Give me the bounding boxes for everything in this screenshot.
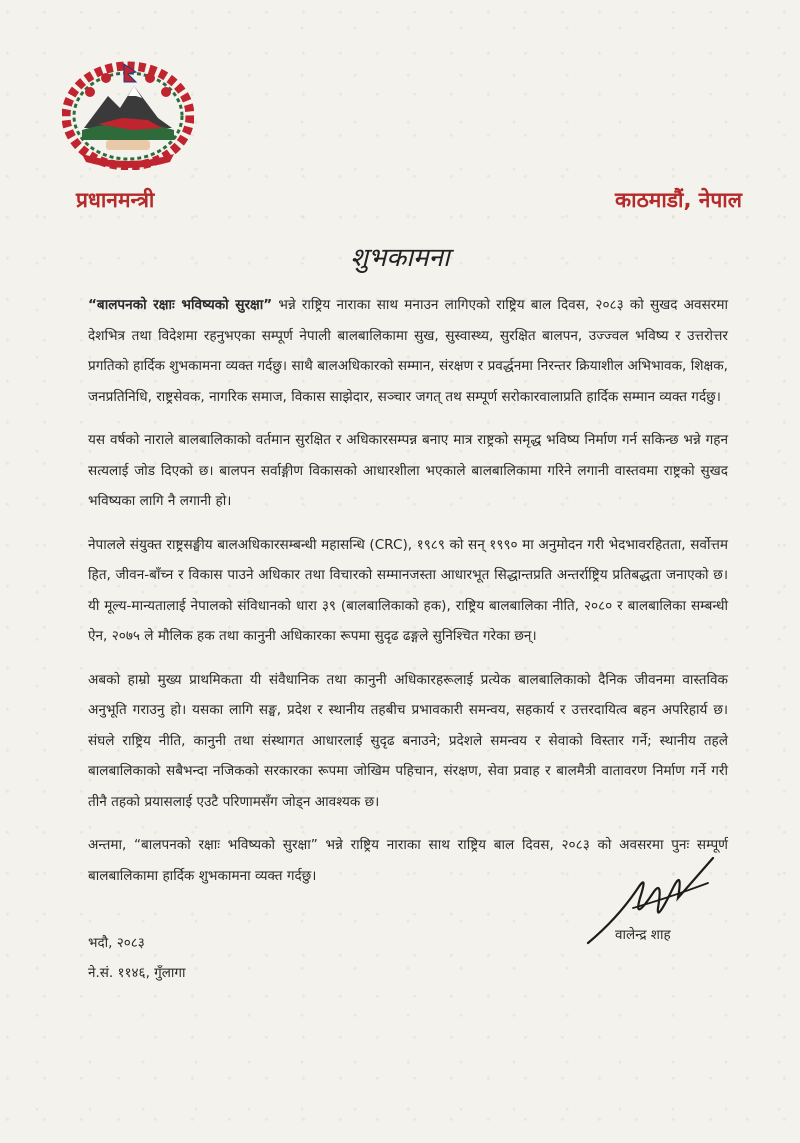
paragraph-text: यस वर्षको नाराले बालबालिकाको वर्तमान सुरक्षित र अधिकारसम्पन्न बनाए मात्र राष्ट्रको समृद्ध भविष्य निर्माण गर्न सकिन्छ भन्ने गहन सत्यलाई जोड दिएको छ। बालपन सर्वाङ्गीण विकासको आधारशीला भएकाले बालबालिकामा गरिने लगानी वास्तवमा राष्ट्रको सुखद भविष्यका लागि नै लगानी हो।	[88, 432, 728, 509]
paragraph-text: भन्ने राष्ट्रिय नाराका साथ मनाउन लागिएको राष्ट्रिय बाल दिवस, २०८३ को सुखद अवसरमा देशभित्र तथा विदेशमा रहनुभएका सम्पूर्ण नेपाली बालबालिकामा सुख, सुस्वास्थ्य, सुरक्षित बालपन, उज्ज्वल भविष्य र उत्तरोत्तर प्रगतिको हार्दिक शुभकामना व्यक्त गर्दछु। साथै बालअधिकारको सम्मान, संरक्षण र प्रवर्द्धनमा निरन्तर क्रियाशील अभिभावक, शिक्षक, जनप्रतिनिधि, राष्ट्रसेवक, नागरिक समाज, विकास साझेदार, सञ्चार जगत् तथ सम्पूर्ण सरोकारवालाप्रति हार्दिक सम्मान व्यक्त गर्दछु।	[88, 297, 728, 405]
date-bs: भदौ, २०८३	[88, 935, 145, 951]
paragraph-text: अन्तमा, “बालपनको रक्षाः भविष्यको सुरक्षा” भन्ने राष्ट्रिय नाराका साथ राष्ट्रिय बाल दिवस, २०८३ को अवसरमा पुनः सम्पूर्ण बालबालिकामा हार्दिक शुभकामना व्यक्त गर्दछु।	[88, 837, 728, 884]
paragraph-4	[88, 665, 728, 818]
paragraph-text: नेपालले संयुक्त राष्ट्रसङ्घीय बालअधिकारसम्बन्धी महासन्धि (CRC), १९८९ को सन् १९९० मा अनुमोदन गरी भेदभावरहितता, सर्वोत्तम हित, जीवन-बाँच्न र विकास पाउने अधिकार तथा विचारको सम्मानजस्ता आधारभूत सिद्धान्तप्रति अन्तर्राष्ट्रिय प्रतिबद्धता जनाएको छ। यी मूल्य-मान्यतालाई नेपालको संविधानको धारा ३९ (बालबालिकाको हक), राष्ट्रिय बालबालिका नीति, २०८० र बालबालिका सम्बन्धी ऐन, २०७५ ले मौलिक हक तथा कानुनी अधिकारका रूपमा सुदृढ ढङ्गले सुनिश्चित गरेका छन्।	[88, 536, 728, 644]
header-office: प्रधानमन्त्री	[76, 188, 155, 212]
letter-title: शुभकामना	[350, 243, 450, 273]
slogan-quote: “बालपनको रक्षाः भविष्यको सुरक्षा”	[88, 297, 273, 313]
letter-body	[88, 290, 728, 904]
signatory-name: वालेन्द्र शाह	[615, 927, 671, 943]
paragraph-2	[88, 425, 728, 517]
header-location: काठमाडौं, नेपाल	[615, 188, 742, 212]
paragraph-text: अबको हाम्रो मुख्य प्राथमिकता यी संवैधानिक तथा कानुनी अधिकारहरूलाई प्रत्येक बालबालिकाको दैनिक जीवनमा वास्तविक अनुभूति गराउनु हो। यसका लागि सङ्घ, प्रदेश र स्थानीय तहबीच प्रभावकारी समन्वय, सहकार्य र उत्तरदायित्व बहन अपरिहार्य छ। संघले राष्ट्रिय नीति, कानुनी तथा संस्थागत आधारलाई सुदृढ बनाउने; प्रदेशले समन्वय र सेवाको विस्तार गर्ने; स्थानीय तहले बालबालिकाको सबैभन्दा नजिकको सरकारका रूपमा जोखिम पहिचान, संरक्षण, सेवा प्रवाह र बालमैत्री वातावरण निर्माण गर्ने गरी तीनै तहको प्रयासलाई एउटै परिणामसँग जोड्न आवश्यक छ।	[88, 671, 728, 810]
date-nepal-sambat: ने.सं. ११४६, गुँलागा	[88, 965, 186, 981]
date-block	[88, 928, 186, 988]
paragraph-1	[88, 290, 728, 412]
nepal-emblem-icon	[62, 58, 194, 170]
paragraph-3	[88, 530, 728, 652]
